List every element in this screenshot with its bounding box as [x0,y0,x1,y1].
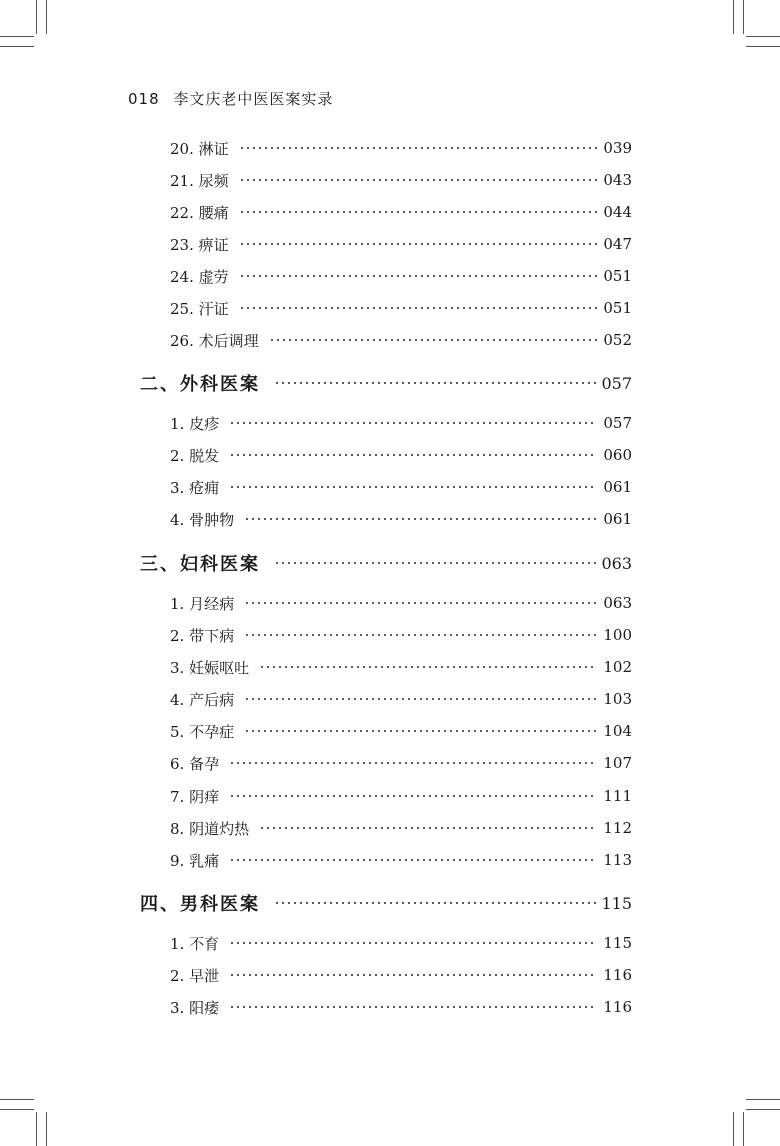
toc-entry-title: 4. 骨肿物 [170,510,235,529]
toc-section-heading[interactable] [140,550,632,576]
toc-entry-page: 063 [603,594,632,612]
toc-entry-title: 1. 月经病 [170,594,235,613]
dot-leader [274,902,599,904]
toc-entry[interactable] [170,624,632,646]
toc-entry-title: 3. 妊娠呕吐 [170,658,250,677]
dot-leader [239,147,598,149]
toc-entry-page: 107 [603,754,632,772]
dot-leader [229,762,597,764]
toc-entry-page: 061 [603,510,632,528]
dot-leader [244,730,597,732]
toc-entry[interactable] [170,201,632,223]
toc-entry-page: 116 [603,998,632,1016]
page-number: 018 [128,90,160,108]
dot-leader [244,634,597,636]
running-head [128,88,333,109]
toc-entry-title: 21. 尿频 [170,171,229,190]
crop-mark [46,1112,47,1146]
dot-leader [269,339,598,341]
toc-entry-page: 115 [603,934,632,952]
toc-entry-title: 25. 汗证 [170,299,229,318]
toc-entry-title: 1. 皮疹 [170,414,220,433]
toc-entry-page: 060 [603,446,632,464]
toc-entry-title: 7. 阴痒 [170,787,220,806]
toc-entry[interactable] [170,233,632,255]
crop-mark [746,1099,780,1100]
crop-mark [733,1112,734,1146]
toc-entry[interactable] [170,817,632,839]
toc-entry-page: 044 [603,203,632,221]
toc-entry[interactable] [170,964,632,986]
toc-entry[interactable] [170,265,632,287]
toc-section-title: 二、外科医案 [140,374,260,395]
toc-entry[interactable] [170,932,632,954]
toc-entry[interactable] [170,169,632,191]
crop-mark [733,0,734,34]
dot-leader [244,518,597,520]
dot-leader [229,795,597,797]
toc-entry-title: 5. 不孕症 [170,722,235,741]
toc-entry-page: 047 [603,235,632,253]
crop-mark [0,1099,34,1100]
toc-entry-page: 100 [603,626,632,644]
crop-mark [746,36,780,37]
dot-leader [239,211,598,213]
toc-entry-title: 20. 淋证 [170,139,229,158]
crop-mark [36,0,37,34]
toc-section-title: 四、男科医案 [140,894,260,915]
dot-leader [274,382,599,384]
toc-entry-title: 26. 术后调理 [170,331,259,350]
toc-entry-page: 057 [603,414,632,432]
crop-mark [0,1109,34,1110]
crop-mark [36,1112,37,1146]
toc-section-page: 115 [601,893,632,913]
crop-mark [743,1112,744,1146]
toc-entry-page: 104 [603,722,632,740]
toc-entry-title: 1. 不育 [170,934,220,953]
toc-entry-page: 043 [603,171,632,189]
toc-entry-title: 8. 阴道灼热 [170,819,250,838]
toc-section-page: 057 [601,373,632,393]
toc-entry-page: 116 [603,966,632,984]
toc-entry-title: 4. 产后病 [170,690,235,709]
toc-entry[interactable] [170,329,632,351]
dot-leader [259,666,597,668]
toc-entry-page: 113 [603,851,632,869]
toc-entry-title: 24. 虚劳 [170,267,229,286]
toc-entry-title: 6. 备孕 [170,754,220,773]
toc-entry[interactable] [170,592,632,614]
toc-entry-title: 22. 腰痛 [170,203,229,222]
toc-entry[interactable] [170,412,632,434]
toc-entry[interactable] [170,688,632,710]
toc-entry-title: 9. 乳痛 [170,851,220,870]
dot-leader [239,307,598,309]
toc-entry-title: 23. 痹证 [170,235,229,254]
dot-leader [229,859,597,861]
crop-mark [46,0,47,34]
dot-leader [229,974,597,976]
toc-entry-page: 039 [603,139,632,157]
crop-mark [0,46,34,47]
toc-section-heading[interactable] [140,370,632,396]
toc-section-heading[interactable] [140,890,632,916]
dot-leader [244,602,597,604]
toc-entry[interactable] [170,444,632,466]
toc-entry[interactable] [170,656,632,678]
dot-leader [259,827,597,829]
dot-leader [229,486,597,488]
toc-entry-title: 2. 早泄 [170,966,220,985]
dot-leader [239,179,598,181]
crop-mark [0,36,34,37]
toc-entry[interactable] [170,785,632,807]
toc-entry-page: 051 [603,267,632,285]
toc-entry[interactable] [170,752,632,774]
toc-section-title: 三、妇科医案 [140,554,260,575]
toc-entry-page: 103 [603,690,632,708]
dot-leader [239,275,598,277]
toc-entry[interactable] [170,137,632,159]
toc-entry[interactable] [170,996,632,1018]
toc-entry-title: 2. 带下病 [170,626,235,645]
toc-entry[interactable] [170,297,632,319]
toc-entry-title: 3. 疮痈 [170,478,220,497]
crop-mark [746,46,780,47]
dot-leader [244,698,597,700]
toc-entry-page: 102 [603,658,632,676]
crop-mark [743,0,744,34]
toc-entry-title: 3. 阳痿 [170,998,220,1017]
dot-leader [229,454,597,456]
dot-leader [229,422,597,424]
toc-entry[interactable] [170,476,632,498]
dot-leader [274,562,599,564]
dot-leader [239,243,598,245]
toc-section-page: 063 [601,553,632,573]
toc-entry-page: 051 [603,299,632,317]
book-title: 李文庆老中医医案实录 [173,90,334,108]
toc-entry-page: 061 [603,478,632,496]
toc-entry[interactable] [170,508,632,530]
crop-mark [746,1109,780,1110]
toc-entry[interactable] [170,720,632,742]
toc-entry[interactable] [170,849,632,871]
toc-entry-title: 2. 脱发 [170,446,220,465]
toc-entry-page: 052 [603,331,632,349]
toc-entry-page: 112 [603,819,632,837]
dot-leader [229,1006,597,1008]
toc-entry-page: 111 [603,787,632,805]
dot-leader [229,942,597,944]
